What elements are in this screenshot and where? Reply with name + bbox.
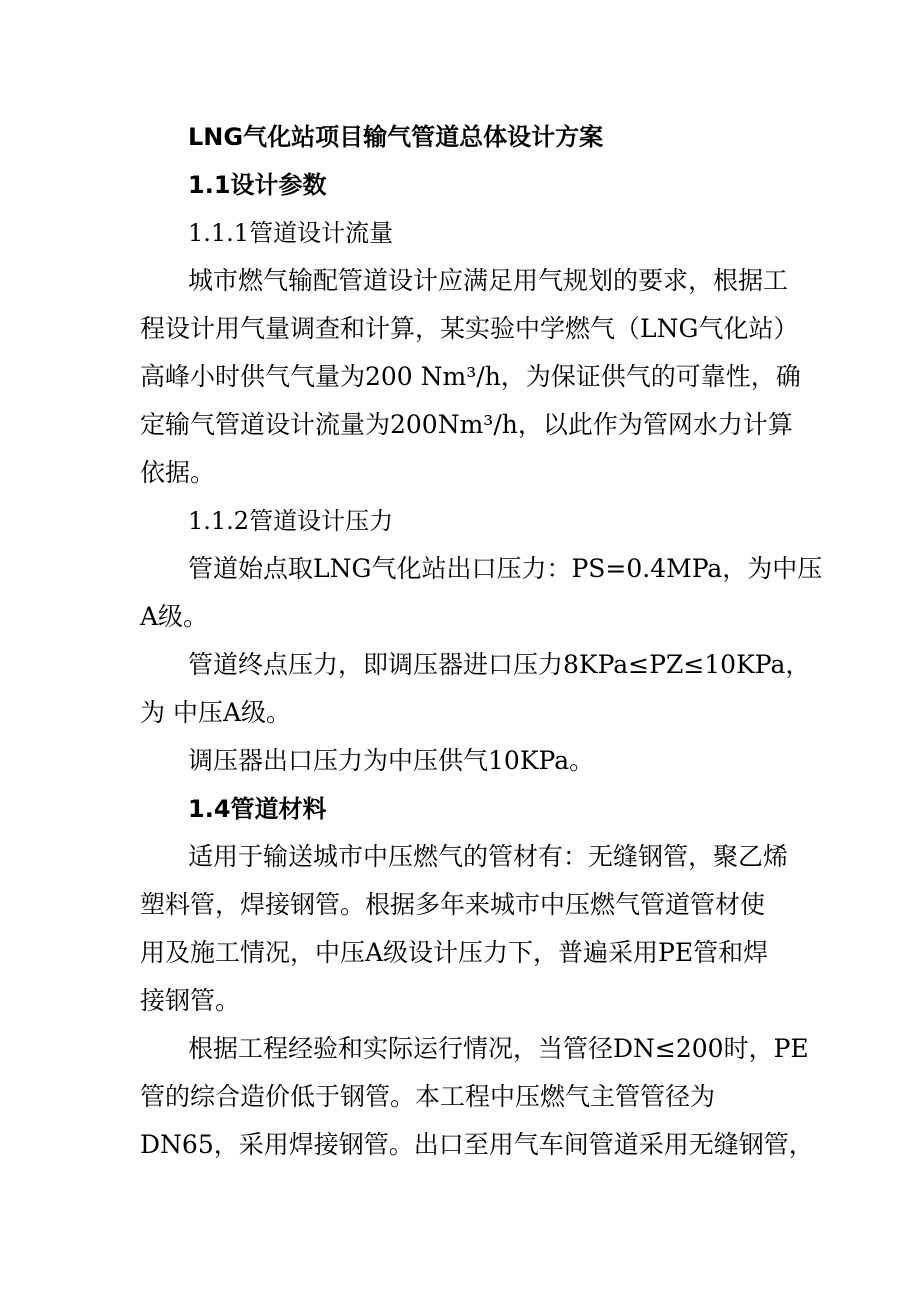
document-title: LNG气化站项目输气管道总体设计方案 — [188, 123, 604, 151]
paragraph-line: 根据工程经验和实际运行情况，当管径DN≤200时，PE — [188, 1034, 809, 1063]
paragraph-line: 定输气管道设计流量为200Nm³/h，以此作为管网水力计算 — [140, 410, 793, 439]
paragraph-line: A级。 — [140, 602, 209, 631]
paragraph-line: DN65，采用焊接钢管。出口至用气车间管道采用无缝钢管， — [140, 1130, 814, 1159]
paragraph-line: 适用于输送城市中压燃气的管材有：无缝钢管，聚乙烯 — [188, 842, 789, 871]
section-heading-1-1: 1.1设计参数 — [188, 171, 327, 199]
paragraph-line: 调压器出口压力为中压供气10KPa。 — [188, 746, 595, 775]
paragraph-line: 管道终点压力，即调压器进口压力8KPa≤PZ≤10KPa， — [188, 650, 811, 679]
paragraph-line: 管道始点取LNG气化站出口压力：PS=0.4MPa，为中压 — [188, 554, 823, 583]
paragraph-line: 管的综合造价低于钢管。本工程中压燃气主管管径为 — [140, 1082, 716, 1111]
subsection-heading-1-1-1: 1.1.1管道设计流量 — [188, 219, 394, 247]
paragraph-line: 程设计用气量调查和计算，某实验中学燃气（LNG气化站） — [140, 314, 799, 343]
section-heading-1-4: 1.4管道材料 — [188, 795, 327, 823]
subsection-heading-1-1-2: 1.1.2管道设计压力 — [188, 507, 394, 535]
paragraph-line: 城市燃气输配管道设计应满足用气规划的要求，根据工 — [188, 266, 789, 295]
paragraph-line: 为 中压A级。 — [140, 698, 292, 727]
paragraph-line: 塑料管，焊接钢管。根据多年来城市中压燃气管道管材使 — [140, 890, 766, 919]
paragraph-line: 依据。 — [140, 458, 216, 487]
paragraph-line: 用及施工情况，中压A级设计压力下，普遍采用PE管和焊 — [140, 938, 769, 967]
paragraph-line: 接钢管。 — [140, 986, 241, 1015]
paragraph-line: 高峰小时供气气量为200 Nm³/h，为保证供气的可靠性，确 — [140, 362, 801, 391]
